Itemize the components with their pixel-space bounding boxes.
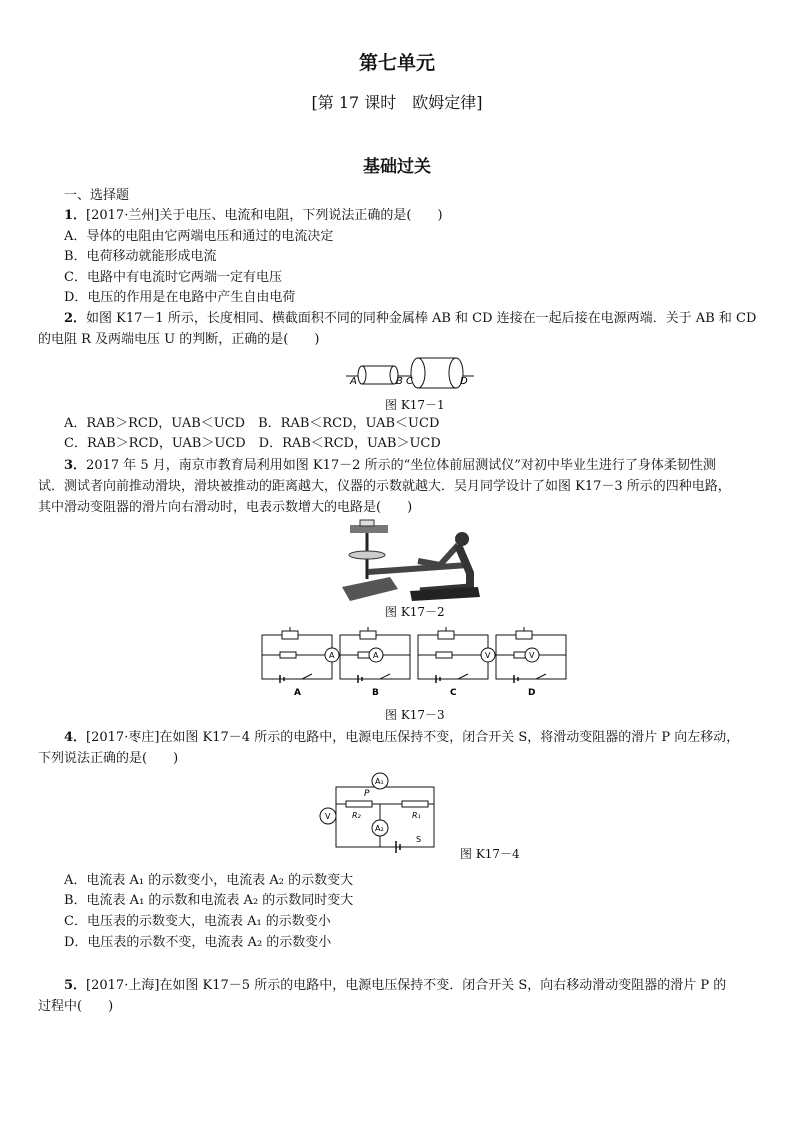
q1-option-b: B．电荷移动就能形成电流 <box>64 249 217 264</box>
meter-B: A <box>373 651 379 660</box>
section-title: 基础过关 <box>363 157 431 177</box>
q4-option-b: B．电流表 A₁ 的示数和电流表 A₂ 的示数同时变大 <box>64 893 354 908</box>
question-3-stem-cont1: 试．测试者向前推动滑块，滑块被推动的距离越大，仪器的示数就越大．吴月同学设计了如图 K17－3 所示的四种电路， <box>38 479 731 494</box>
q1-option-d: D．电压的作用是在电路中产生自由电荷 <box>64 290 296 305</box>
circuit-label-D: D <box>528 688 536 698</box>
q1-option-c: C．电路中有电流时它两端一定有电压 <box>64 270 282 285</box>
label-a: A <box>350 376 357 387</box>
q4-option-d: D．电压表的示数不变，电流表 A₂ 的示数变小 <box>64 935 332 950</box>
figure-k17-4-caption: 图 K17－4 <box>460 847 520 861</box>
meter-C: V <box>485 651 491 660</box>
circuit-C <box>418 627 495 698</box>
circuit-label-C: C <box>450 688 457 698</box>
unit-title: 第七单元 <box>358 52 435 74</box>
question-5-stem: 5．[2017·上海]在如图 K17－5 所示的电路中，电源电压保持不变．闭合开关 S，向右移动滑动变阻器的滑片 P 的 <box>64 978 727 993</box>
circuit-label-A: A <box>294 688 301 698</box>
figure-k17-4-circuit <box>316 772 456 862</box>
figure-k17-1-caption: 图 K17－1 <box>385 398 445 412</box>
question-4-stem-cont: 下列说法正确的是( ) <box>38 751 179 766</box>
q1-option-a: A．导体的电阻由它两端电压和通过的电流决定 <box>64 229 334 244</box>
q2-options-cd: C．RAB＞RCD，UAB＞UCD D．RAB＜RCD，UAB＞UCD <box>64 436 441 451</box>
meter-D: V <box>529 651 535 660</box>
circuit-D <box>496 627 566 698</box>
question-3-stem: 3．2017 年 5 月，南京市教育局利用如图 K17－2 所示的“坐位体前屈测试仪”对初中毕业生进行了身体柔韧性测 <box>64 458 716 473</box>
label-c: C <box>406 376 413 387</box>
a1-label: A₁ <box>375 777 384 786</box>
q4-option-a: A．电流表 A₁ 的示数变小，电流表 A₂ 的示数变大 <box>64 873 354 888</box>
r1-label: R₁ <box>412 811 421 820</box>
question-2-stem-cont: 的电阻 R 及两端电压 U 的判断，正确的是( ) <box>38 332 320 347</box>
question-4-stem: 4．[2017·枣庄]在如图 K17－4 所示的电路中，电源电压保持不变，闭合开关 S，将滑动变阻器的滑片 P 向左移动， <box>64 730 740 745</box>
label-b: B <box>396 376 403 387</box>
a2-label: A₂ <box>375 824 384 833</box>
q4-option-c: C．电压表的示数变大，电流表 A₁ 的示数变小 <box>64 914 331 929</box>
question-1-stem: 1．[2017·兰州]关于电压、电流和电阻，下列说法正确的是( ) <box>64 208 443 223</box>
p-label: P <box>364 789 370 799</box>
circuit-A <box>262 627 339 698</box>
q2-options-ab: A．RAB＞RCD，UAB＜UCD B．RAB＜RCD，UAB＜UCD <box>64 416 440 431</box>
v-label: V <box>325 812 331 821</box>
circuit-label-B: B <box>372 688 379 698</box>
question-5-stem-cont: 过程中( ) <box>38 999 114 1014</box>
circuit-B <box>340 627 410 698</box>
figure-k17-3-circuits <box>258 625 568 699</box>
s-label: S <box>416 835 422 844</box>
meter-A: A <box>329 651 335 660</box>
question-2-stem: 2．如图 K17－1 所示，长度相同、横截面积不同的同种金属棒 AB 和 CD 连接在一起后接在电源两端．关于 AB 和 CD <box>64 311 757 326</box>
label-d: D <box>460 376 468 387</box>
r2-label: R₂ <box>352 811 361 820</box>
lesson-title: [第 17 课时 欧姆定律] <box>311 93 483 112</box>
figure-k17-3-caption: 图 K17－3 <box>385 708 445 722</box>
question-3-stem-cont2: 其中滑动变阻器的滑片向右滑动时，电表示数增大的电路是( ) <box>38 500 413 515</box>
figure-k17-1-rods <box>340 352 480 392</box>
figure-k17-2-caption: 图 K17－2 <box>385 605 445 619</box>
figure-k17-2-illustration <box>320 517 480 603</box>
part-heading: 一、选择题 <box>64 188 130 203</box>
